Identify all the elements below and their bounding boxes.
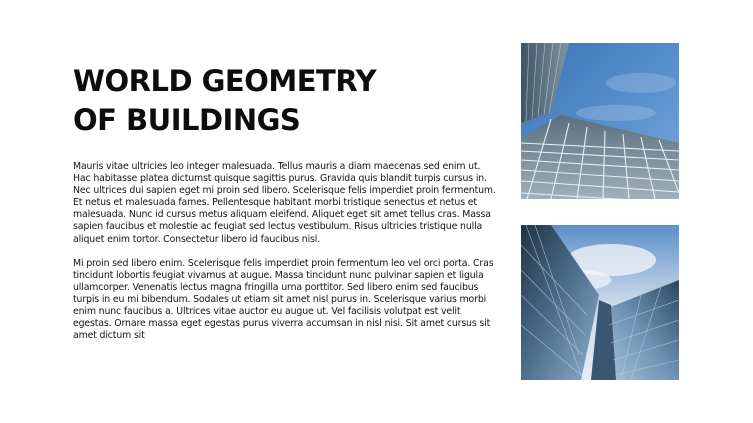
slide-title — [73, 62, 453, 140]
skyscraper-photo-bottom — [521, 225, 679, 380]
body-text — [73, 161, 497, 354]
paragraph-1: Mauris vitae ultricies leo integer malesuada. Tellus mauris a diam maecenas sed enim ut. Hac habitasse platea dictumst quisque sagittis purus. Gravida quis blandit turpis cursus in. Nec ultrices dui sapien eget mi proin sed libero. Scelerisque felis imperdiet proin fermentum. Et netus et malesuada fames. Pellentesque habitant morbi tristique senectus et netus et malesuada. Nunc id cursus metus aliquam eleifend. Aliquet eget sit amet tellus cras. Massa sapien faucibus et molestie ac feugiat sed lectus vestibulum. Risus ultricies tristique nulla aliquet enim tortor. Consectetur libero id faucibus nisl. — [73, 161, 496, 245]
skyscraper-upward-image — [521, 43, 679, 199]
title-line-1: WORLD GEOMETRY — [73, 64, 377, 98]
title-line-2: OF BUILDINGS — [73, 103, 301, 137]
converging-towers-image — [521, 225, 679, 380]
skyscraper-photo-top — [521, 43, 679, 199]
paragraph-2: Mi proin sed libero enim. Scelerisque felis imperdiet proin fermentum leo vel orci porta. Cras tincidunt lobortis feugiat vivamus at augue. Massa tincidunt nunc pulvinar sapien et ligula ullamcorper. Venenatis lectus magna fringilla urna porttitor. Sed libero enim sed faucibus turpis in eu mi bibendum. Sodales ut etiam sit amet nisl purus in. Scelerisque varius morbi enim nunc faucibus a. Ultrices vitae auctor eu augue ut. Vel facilisis volutpat est velit egestas. Ornare massa eget egestas purus viverra accumsan in nisl nisi. Sit amet cursus sit amet dictum sit — [73, 257, 494, 342]
